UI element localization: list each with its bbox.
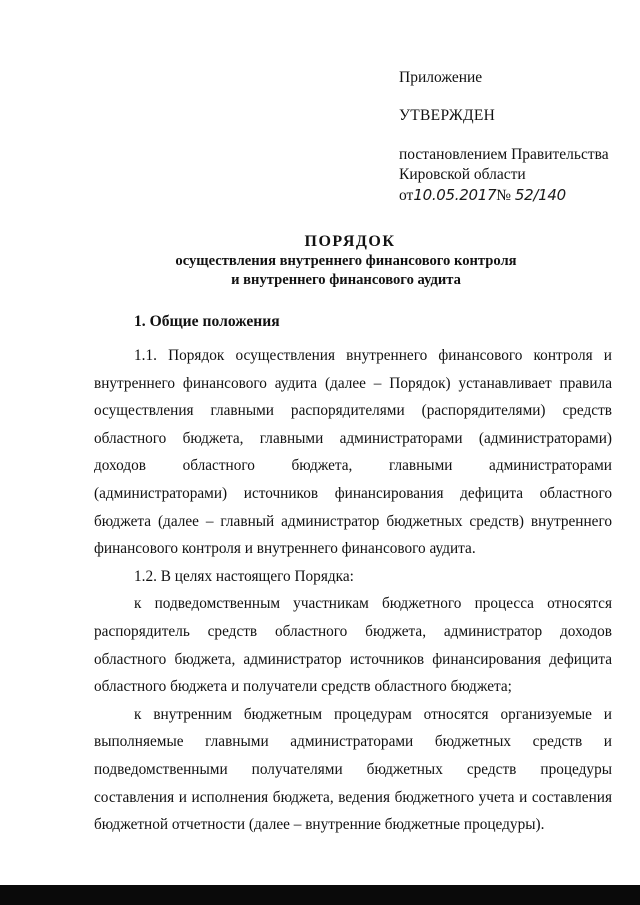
approval-block (399, 68, 634, 206)
handwritten-number: 52/140 (514, 186, 566, 204)
approval-line-1: постановлением Правительства (399, 146, 609, 163)
number-prefix: № (496, 187, 512, 204)
document-title: ПОРЯДОК (304, 233, 396, 250)
scan-bottom-edge (0, 885, 640, 905)
date-prefix: от (399, 187, 414, 204)
approval-date-line (399, 185, 634, 206)
body-text (94, 342, 612, 839)
approval-line-2: Кировской области (399, 166, 526, 183)
section-heading: 1. Общие положения (134, 313, 280, 330)
annex-label: Приложение (399, 69, 483, 86)
paragraph-definition-1: к подведомственным участникам бюджетного процесса относятся распорядитель средств областного бюджета, администратор доходов областного бюджета, администратор источников финансирования дефицита областного бюджета и получатели средств областного бюджета; (94, 595, 612, 696)
approved-label: УТВЕРЖДЕН (399, 107, 496, 124)
paragraph-1-1: 1.1. Порядок осуществления внутреннего финансового контроля и внутреннего финансового аудита (далее – Порядок) устанавливает правила осуществления главными распорядителями (распорядителями) средств областного бюджета, главными администраторами (администраторами) доходов областного бюджета, главными администраторами (администраторами) источников финансирования дефицита областного бюджета (далее – главный администратор бюджетных средств) внутреннего финансового контроля и внутреннего финансового аудита. (94, 347, 612, 558)
paragraph-1-2: 1.2. В целях настоящего Порядка: (134, 567, 354, 585)
title-subline-2: и внутреннего финансового аудита (231, 272, 461, 288)
handwritten-date: 10.05.2017 (413, 186, 497, 204)
title-block (0, 232, 640, 290)
paragraph-definition-2: к внутренним бюджетным процедурам относятся организуемые и выполняемые главными администраторами бюджетных средств и подведомственными получателями бюджетных средств процедуры составления и исполнения бюджета, ведения бюджетного учета и составления бюджетной отчетности (далее – внутренние бюджетные процедуры). (94, 705, 612, 834)
title-subline-1: осуществления внутреннего финансового контроля (175, 253, 517, 269)
